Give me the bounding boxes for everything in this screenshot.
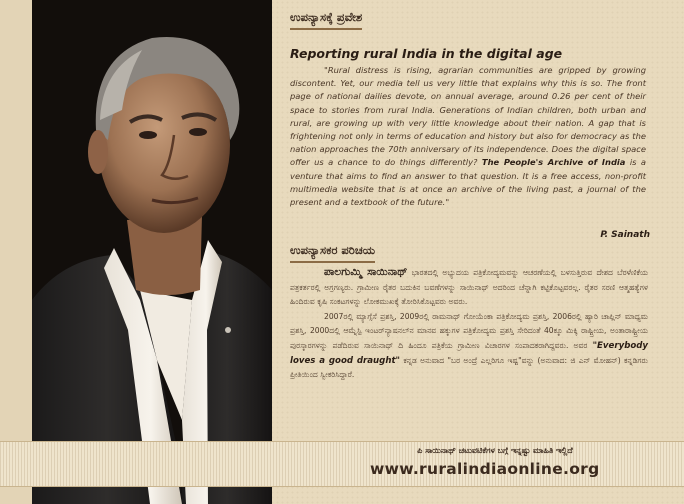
- footer-note: ಪಿ ಸಾಯಿನಾಥ್ ಚಟುವಟಿಕೆಗಳ ಬಗ್ಗೆ ಇನ್ನಷ್ಟು ಮಾಹಿತಿ ಇಲ್ಲಿದೆ: [417, 446, 573, 455]
- bio-paragraph-2: [290, 310, 648, 383]
- left-margin: [0, 0, 32, 504]
- lecture-quote: [290, 64, 646, 209]
- speaker-portrait: [32, 0, 272, 504]
- quote-text-part1: "Rural distress is rising, agrarian communities are gripped by growing discontent. Yet, our media tell us very little that explains why this is so. The front page of national dailies devote, on annual average, around 0.26 per cent of their space to stories from rural India. Generations of Indian children, both urban and rural, are growing up with very little knowledge about their nation. A gap that is frightening not only in terms of education and history but also for democracy as the nation approaches the 70th anniversary of its independence. Does the digital space offer us a chance to do things differently?: [290, 65, 646, 168]
- book-title: "Everybody loves a good draught": [290, 340, 649, 366]
- quote-signature: P. Sainath: [600, 230, 650, 240]
- speaker-name: ಪಾಲಗುಮ್ಮಿ ಸಾಯಿನಾಥ್: [324, 266, 408, 278]
- bio-text-2b: ಕನ್ನಡ ಅನುವಾದ "ಬರ ಅಂದ್ರೆ ಎಲ್ಲರಿಗೂ ಇಷ್ಟ"ವನ್ನು (ಅನುವಾದ: ಜಿ ಎನ್ ಮೋಹನ್) ಕನ್ನಡಿಗರು ಪ್ರೀತಿಯಿಂದ ಸ್ವೀಕರಿಸಿದ್ದಾರೆ.: [290, 355, 648, 380]
- speaker-bio: [290, 265, 648, 383]
- quote-bold-name: The People's Archive of India: [481, 157, 626, 168]
- bio-paragraph-1: [290, 265, 648, 310]
- bio-text-2a: 2007ರಲ್ಲಿ ಮ್ಯಾಗ್ಸೆಸೆ ಪ್ರಶಸ್ತಿ, 2009ರಲ್ಲಿ ರಾಮನಾಥ್ ಗೋಯೆಂಕಾ ಪತ್ರಿಕೋದ್ಯಮ ಪ್ರಶಸ್ತಿ, 2006ರಲ್ಲಿ ಹ್ಯಾರಿ ಚಾಪ್ಲಿನ್ ಮಾಧ್ಯಮ ಪ್ರಶಸ್ತಿ, 2000ದಲ್ಲಿ ಆಮ್ನೆಸ್ಟಿ ಇಂಟರ್‌ನ್ಯಾಷನಲ್‌ನ ಮಾನವ ಹಕ್ಕುಗಳ ಪತ್ರಿಕೋದ್ಯಮ ಪ್ರಶಸ್ತಿ ಸೇರಿದಂತೆ 40ಕ್ಕೂ ಮಿಕ್ಕಿ ರಾಷ್ಟ್ರೀಯ, ಅಂತಾರಾಷ್ಟ್ರೀಯ ಪುರಸ್ಕಾರಗಳನ್ನು ಪಡೆದಿರುವ ಸಾಯಿನಾಥ್ ದಿ ಹಿಂದೂ ಪತ್ರಿಕೆಯ ಗ್ರಾಮೀಣ ವಿಚಾರಗಳ ಸಂಪಾದಕರಾಗಿದ್ದವರು. ಅವರ: [290, 311, 648, 350]
- bio-text-1: ಭಾರತದಲ್ಲಿ ಅಭ್ಯುದಯ ಪತ್ರಿಕೋದ್ಯಮವನ್ನು ಆಚರಣೆಯಲ್ಲಿ ಬಳಸುತ್ತಿರುವ ದೇಶದ ಬೆರಳೆಣಿಕೆಯ ಪತ್ರಕರ್ತರಲ್ಲಿ ಅಗ್ರಗಣ್ಯರು. ಗ್ರಾಮೀಣ ರೈತರ ಬದುಕಿನ ಬವಣೆಗಳನ್ನು ಸಾಯಿನಾಥ್ ಅದರಿಂದ ಚೆನ್ನಾಗಿ ಕಟ್ಟಿಕೊಟ್ಟವರಲ್ಲ. ರೈತರ ಸರಣಿ ಆತ್ಮಹತ್ಯೆಗಳ ಹಿಂದಿರುವ ಕೃಷಿ ಸಂಕಟಗಳನ್ನು ಲೋಕಮುಖಕ್ಕೆ ತೋರಿಸಿಕೊಟ್ಟವರು ಅವರು.: [290, 268, 648, 307]
- website-link[interactable]: www.ruralindiaonline.org: [370, 460, 600, 478]
- intro-heading: ಉಪನ್ಯಾಸಕ್ಕೆ ಪ್ರವೇಶ: [290, 10, 362, 30]
- bio-heading: ಉಪನ್ಯಾಸಕರ ಪರಿಚಯ: [290, 243, 375, 263]
- lecture-title: Reporting rural India in the digital age: [290, 46, 563, 61]
- quote-text-part2: is a venture that aims to find an answer to that question. It is a free access, non-profit multimedia website that is at once an archive of the living past, a journal of the present and a textbook of the future.": [290, 157, 647, 208]
